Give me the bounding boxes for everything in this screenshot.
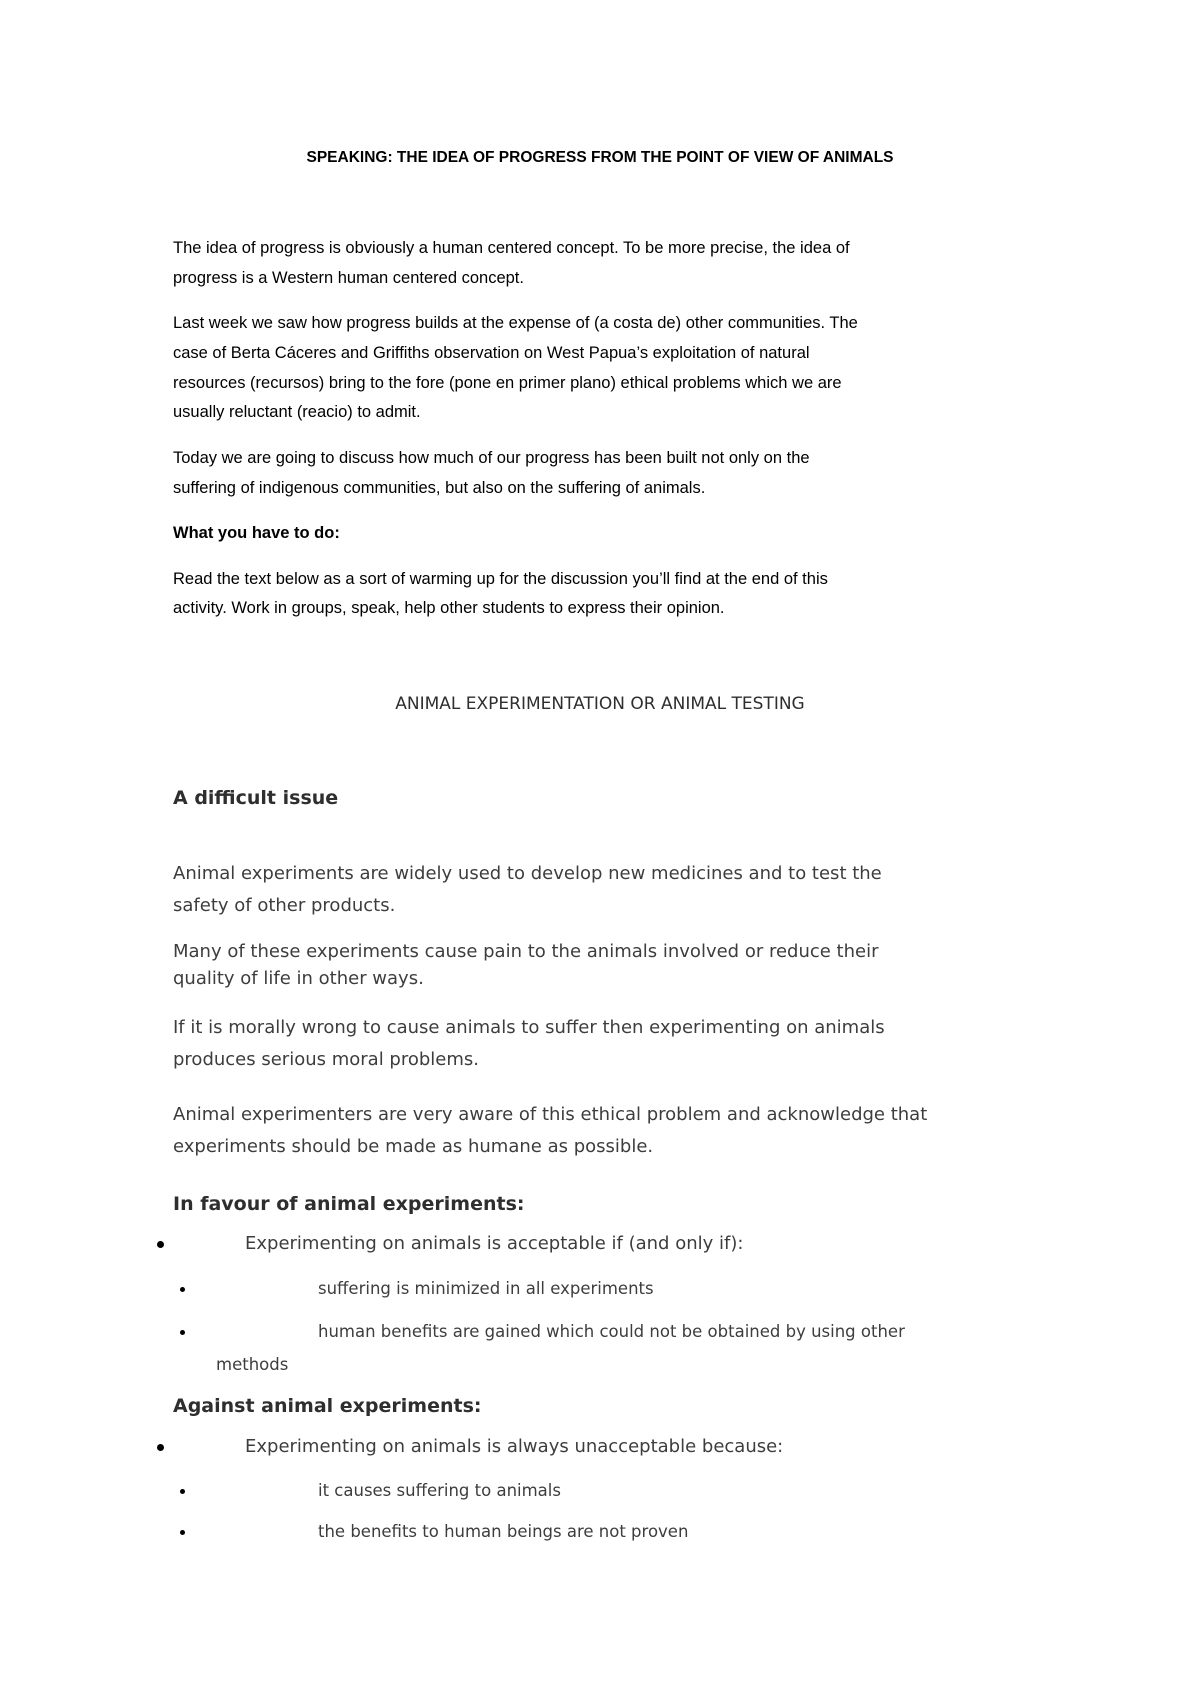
article-paragraph-3-line-1: If it is morally wrong to cause animals to suffer then experimenting on animals: [173, 1017, 885, 1038]
against-sub-item-1: it causes suffering to animals: [318, 1481, 561, 1500]
article-paragraph-4-line-1: Animal experimenters are very aware of this ethical problem and acknowledge that: [173, 1104, 928, 1125]
intro-paragraph-3-line-2: suffering of indigenous communities, but also on the suffering of animals.: [173, 479, 706, 497]
bullet-icon: [180, 1530, 185, 1535]
favour-sub-item-1: suffering is minimized in all experiments: [318, 1279, 654, 1298]
bullet-icon: [157, 1444, 164, 1451]
against-sub-item-2: the benefits to human beings are not proven: [318, 1522, 689, 1541]
article-paragraph-2-line-2: quality of life in other ways.: [173, 968, 424, 989]
intro-paragraph-2-line-3: resources (recursos) bring to the fore (pone en primer plano) ethical problems which we are: [173, 374, 842, 392]
task-paragraph-line-1: Read the text below as a sort of warming up for the discussion you’ll find at the end of this: [173, 570, 828, 588]
intro-paragraph-2-line-1: Last week we saw how progress builds at the expense of (a costa de) other communities. The: [173, 314, 858, 332]
intro-paragraph-3-line-1: Today we are going to discuss how much of our progress has been built not only on the: [173, 449, 810, 467]
article-title: ANIMAL EXPERIMENTATION OR ANIMAL TESTING: [395, 694, 805, 714]
against-heading: Against animal experiments:: [173, 1395, 482, 1417]
task-heading: What you have to do:: [173, 524, 340, 542]
intro-paragraph-2-line-4: usually reluctant (reacio) to admit.: [173, 403, 421, 421]
article-paragraph-2-line-1: Many of these experiments cause pain to the animals involved or reduce their: [173, 941, 879, 962]
intro-paragraph-1-line-2: progress is a Western human centered concept.: [173, 269, 524, 287]
article-paragraph-1-line-2: safety of other products.: [173, 895, 396, 916]
article-subheading: A difficult issue: [173, 787, 339, 809]
bullet-icon: [180, 1287, 185, 1292]
favour-sub-item-2-continuation: methods: [216, 1355, 289, 1374]
bullet-icon: [157, 1241, 164, 1248]
bullet-icon: [180, 1489, 185, 1494]
article-paragraph-3-line-2: produces serious moral problems.: [173, 1049, 479, 1070]
page-title: SPEAKING: THE IDEA OF PROGRESS FROM THE POINT OF VIEW OF ANIMALS: [306, 149, 894, 166]
favour-main-item: Experimenting on animals is acceptable if (and only if):: [245, 1233, 744, 1254]
favour-heading: In favour of animal experiments:: [173, 1193, 525, 1215]
intro-paragraph-2-line-2: case of Berta Cáceres and Griffiths observation on West Papua’s exploitation of natural: [173, 344, 810, 362]
task-paragraph-line-2: activity. Work in groups, speak, help other students to express their opinion.: [173, 599, 725, 617]
intro-paragraph-1-line-1: The idea of progress is obviously a human centered concept. To be more precise, the idea of: [173, 239, 850, 257]
bullet-icon: [180, 1330, 185, 1335]
favour-sub-item-2: human benefits are gained which could not be obtained by using other: [318, 1322, 905, 1341]
against-main-item: Experimenting on animals is always unacceptable because:: [245, 1436, 784, 1457]
article-paragraph-4-line-2: experiments should be made as humane as possible.: [173, 1136, 654, 1157]
article-paragraph-1-line-1: Animal experiments are widely used to develop new medicines and to test the: [173, 863, 882, 884]
